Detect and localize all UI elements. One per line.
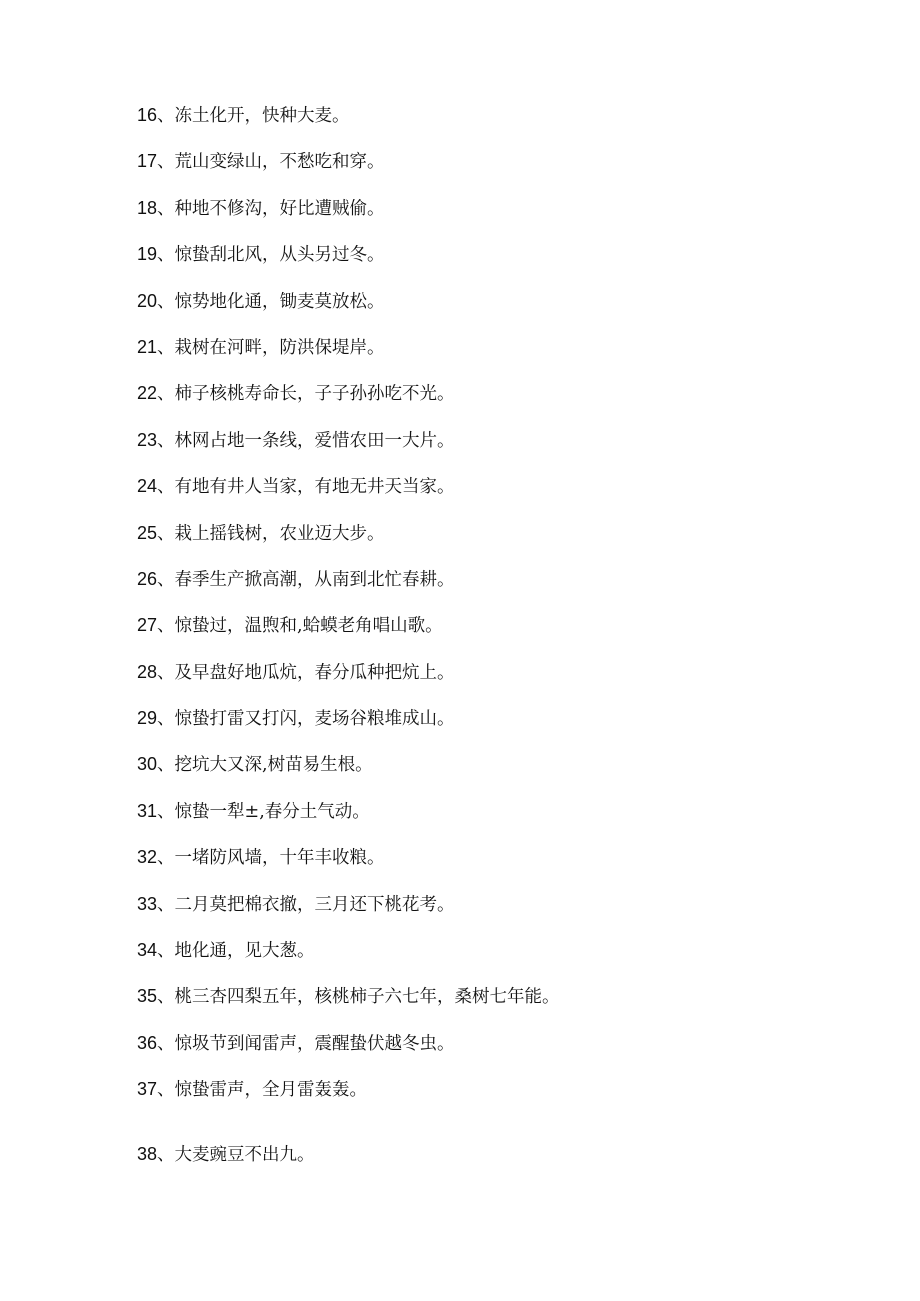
proverb-number: 19 — [137, 244, 158, 265]
proverb-line-22 — [137, 380, 877, 426]
proverb-line-17 — [137, 148, 877, 194]
proverb-number: 33 — [137, 893, 158, 914]
proverb-number: 37 — [137, 1079, 158, 1100]
proverb-text: 、有地有井人当家，有地无井天当家。 — [157, 477, 455, 498]
proverb-line-28 — [137, 659, 877, 705]
proverb-text: 、及早盘好地瓜炕，春分瓜种把炕上。 — [157, 662, 455, 683]
proverb-line-34 — [137, 937, 877, 983]
proverb-text: 、惊蛰刮北风，从头另过冬。 — [157, 245, 385, 266]
proverb-text: 、惊蛰打雷又打闪，麦场谷粮堆成山。 — [157, 709, 455, 730]
proverb-line-27 — [137, 612, 877, 658]
proverb-number: 30 — [137, 754, 158, 775]
proverb-number: 32 — [137, 847, 158, 868]
proverb-number: 16 — [137, 105, 158, 125]
proverb-number: 20 — [137, 290, 158, 311]
proverb-line-19 — [137, 241, 877, 287]
proverb-text: 、挖坑大又深,树苗易生根。 — [157, 755, 373, 776]
proverb-line-21 — [137, 334, 877, 380]
proverb-line-36 — [137, 1030, 877, 1076]
proverb-number: 35 — [137, 986, 158, 1007]
proverb-text: 、惊蛰雷声，全月雷轰轰。 — [157, 1080, 368, 1101]
proverb-line-35 — [137, 983, 877, 1029]
proverb-number: 23 — [137, 429, 158, 450]
proverb-line-20 — [137, 288, 877, 334]
proverb-number: 36 — [137, 1032, 158, 1053]
proverb-line-37 — [137, 1076, 877, 1122]
proverb-number: 29 — [137, 708, 158, 729]
proverb-text: 、惊蛰一犁±,春分土气动。 — [157, 801, 370, 822]
proverb-line-29 — [137, 705, 877, 751]
proverb-text: 、二月莫把棉衣撤，三月还下桃花考。 — [157, 894, 455, 915]
proverb-number: 31 — [137, 800, 158, 821]
proverb-line-25 — [137, 520, 877, 566]
proverb-number: 21 — [137, 336, 158, 357]
proverb-number: 24 — [137, 476, 158, 497]
proverb-number: 34 — [137, 940, 158, 961]
proverb-line-31 — [137, 798, 877, 844]
proverb-text: 、荒山变绿山，不愁吃和穿。 — [157, 152, 385, 173]
proverb-line-18 — [137, 195, 877, 241]
proverb-text: 、栽树在河畔，防洪保堤岸。 — [157, 337, 385, 358]
proverb-line-30 — [137, 751, 877, 797]
proverb-text: 、惊圾节到闻雷声，震醒蛰伏越冬虫。 — [157, 1033, 455, 1054]
proverb-text: 、种地不修沟，好比遭贼偷。 — [157, 198, 385, 219]
proverb-line-32 — [137, 844, 877, 890]
proverb-text: 、地化通，见大葱。 — [157, 941, 315, 962]
proverb-number: 28 — [137, 661, 158, 682]
proverb-number: 38 — [137, 1143, 158, 1164]
proverb-text: 、一堵防风墙，十年丰收粮。 — [157, 848, 385, 869]
proverb-line-23 — [137, 427, 877, 473]
proverb-text: 、惊势地化通，锄麦莫放松。 — [157, 291, 385, 312]
proverb-number: 17 — [137, 151, 158, 172]
proverb-number: 25 — [137, 522, 158, 543]
proverb-text: 、春季生产掀高潮，从南到北忙春耕。 — [157, 569, 455, 590]
proverb-line-38 — [137, 1141, 877, 1187]
proverb-text: 、大麦豌豆不出九。 — [157, 1144, 315, 1165]
proverb-text: 、惊蛰过，温煦和,蛤蟆老角唱山歌。 — [157, 616, 443, 637]
proverb-line-26 — [137, 566, 877, 612]
proverb-number: 26 — [137, 568, 158, 589]
proverb-line-33 — [137, 891, 877, 937]
proverb-list — [137, 102, 877, 1187]
proverb-line-24 — [137, 473, 877, 519]
proverb-number: 22 — [137, 383, 158, 404]
proverb-text: 、栽上摇钱树，农业迈大步。 — [157, 523, 385, 544]
proverb-line-16 — [137, 102, 877, 148]
proverb-text: 、柿子核桃寿命长，子子孙孙吃不光。 — [157, 384, 455, 405]
proverb-text: 、林网占地一条线，爱惜农田一大片。 — [157, 430, 455, 451]
proverb-number: 27 — [137, 615, 158, 636]
proverb-number: 18 — [137, 197, 158, 218]
proverb-text: 、桃三杏四梨五年，核桃柿子六七年，桑树七年能。 — [157, 987, 560, 1008]
proverb-text: 、冻土化开，快种大麦。 — [157, 106, 350, 126]
